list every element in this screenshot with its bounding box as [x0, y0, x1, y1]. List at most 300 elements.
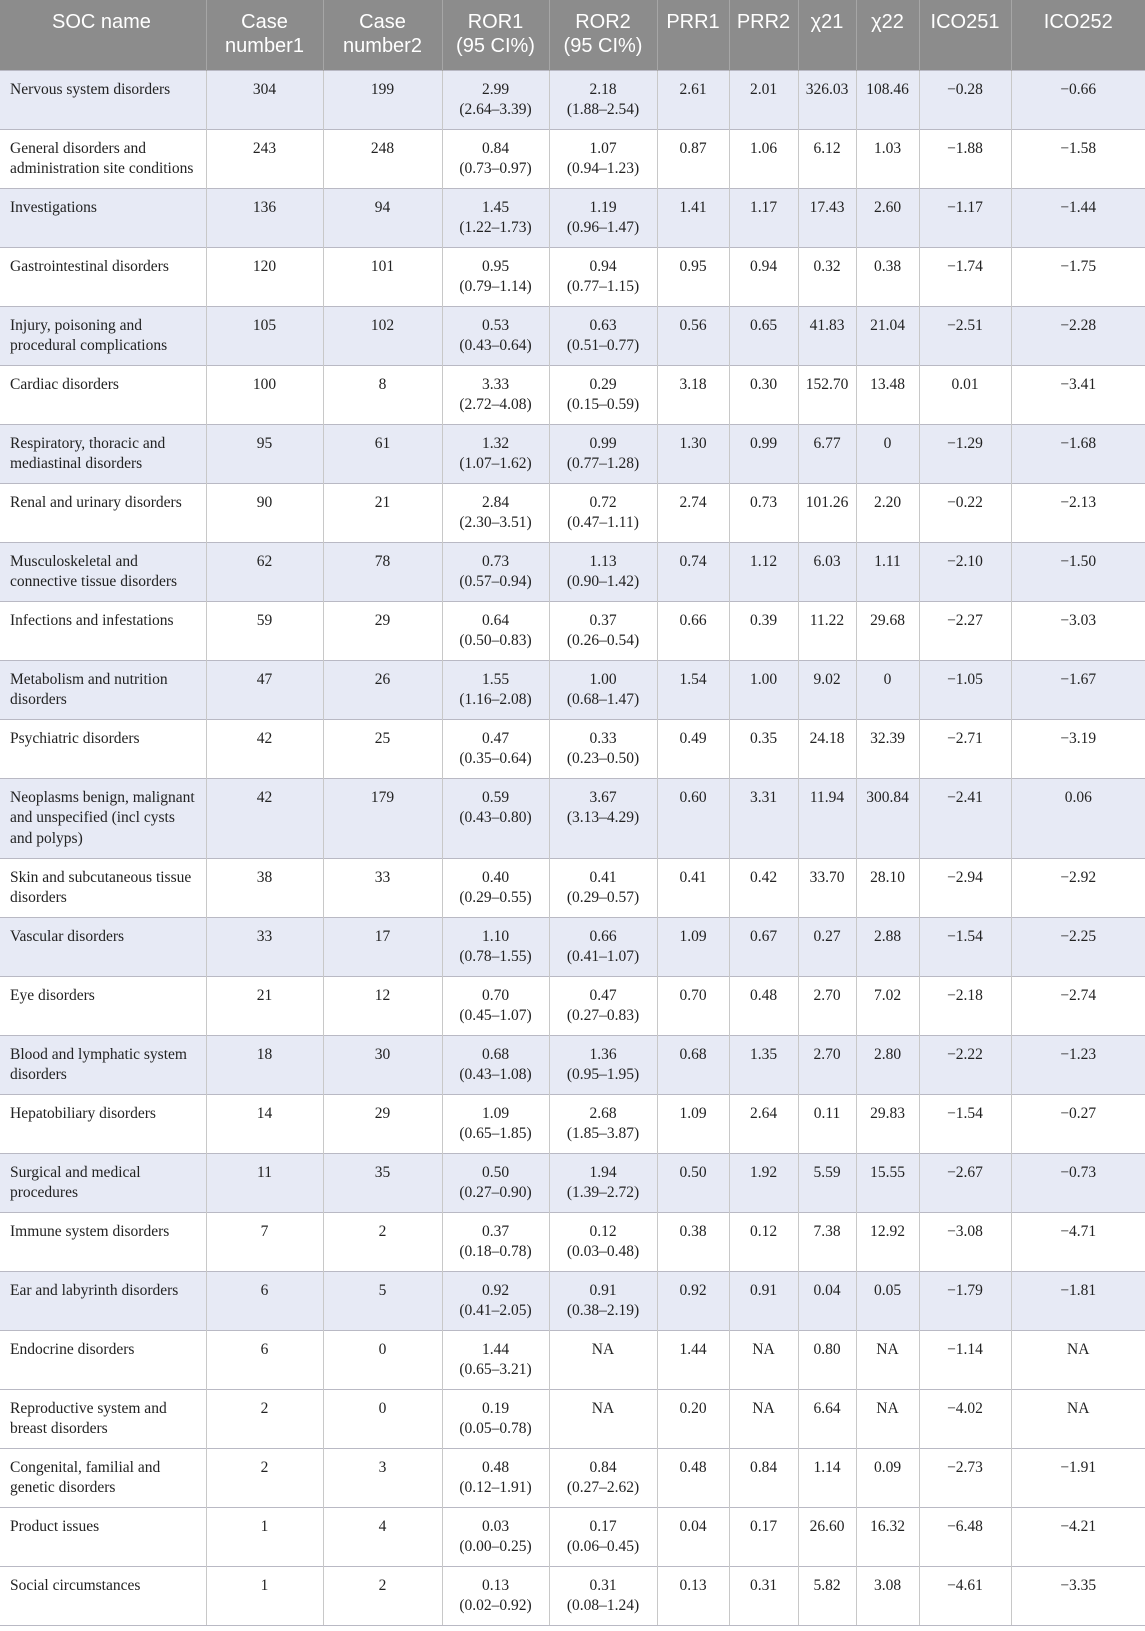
soc-name-cell	[0, 70, 206, 129]
case-number1-cell	[206, 365, 323, 424]
table-row	[0, 778, 1145, 858]
ico251-cell	[919, 247, 1011, 306]
ico252-value: −4.21	[1060, 1517, 1097, 1535]
ico251-value: −1.88	[947, 139, 983, 157]
chi22-value: 21.04	[870, 316, 905, 334]
case-number1-cell	[206, 1212, 323, 1271]
ror1-cell	[442, 1448, 549, 1507]
table-row	[0, 1035, 1145, 1094]
ico251-value: −1.14	[947, 1340, 983, 1358]
case-number1-cell	[206, 1271, 323, 1330]
ror2-confidence-interval: (0.06–0.45)	[566, 1538, 640, 1555]
chi21-cell	[798, 601, 856, 660]
chi22-cell	[856, 778, 919, 858]
chi21-cell	[798, 1448, 856, 1507]
ror1-cell	[442, 188, 549, 247]
ror2-value: 0.84	[589, 1458, 617, 1476]
prr1-cell	[657, 70, 729, 129]
prr2-value: NA	[752, 1340, 775, 1358]
ror2-confidence-interval: (0.51–0.77)	[566, 337, 640, 354]
case-number1-value: 6	[260, 1340, 269, 1358]
prr1-cell	[657, 1389, 729, 1448]
table-row	[0, 1153, 1145, 1212]
ico252-cell	[1011, 778, 1145, 858]
ico252-cell	[1011, 660, 1145, 719]
case-number2-cell	[323, 1212, 442, 1271]
prr1-value: 0.60	[679, 788, 707, 806]
case-number2-cell	[323, 719, 442, 778]
soc-name-value: Respiratory, thoracic and mediastinal disorders	[10, 434, 166, 472]
prr2-value: 0.31	[749, 1576, 778, 1594]
ror1-value: 0.64	[481, 611, 510, 629]
ror1-confidence-interval: (0.27–0.90)	[459, 1184, 532, 1201]
header-line: ROR2	[575, 11, 631, 33]
case-number1-value: 62	[256, 552, 273, 570]
prr1-cell	[657, 778, 729, 858]
ror1-value: 0.50	[481, 1163, 510, 1181]
ror1-confidence-interval: (0.57–0.94)	[459, 573, 532, 590]
ror1-cell	[442, 858, 549, 917]
ror1-value: 0.48	[481, 1458, 510, 1476]
ico251-value: −3.08	[947, 1222, 983, 1240]
ico251-cell	[919, 188, 1011, 247]
ico251-cell	[919, 70, 1011, 129]
chi22-value: 2.20	[873, 493, 902, 511]
soc-name-value: Immune system disorders	[10, 1222, 170, 1240]
ico252-value: −2.92	[1060, 868, 1097, 886]
chi22-cell	[856, 858, 919, 917]
case-number1-cell	[206, 70, 323, 129]
table-body	[0, 70, 1145, 1625]
ror2-value: 2.68	[589, 1104, 617, 1122]
case-number1-value: 120	[252, 257, 277, 275]
ico251-cell	[919, 1153, 1011, 1212]
ico252-value: NA	[1067, 1340, 1090, 1358]
ico251-cell	[919, 1507, 1011, 1566]
ror2-value: 0.94	[589, 257, 617, 275]
prr1-value: 0.41	[679, 868, 707, 886]
prr1-value: 1.54	[679, 670, 707, 688]
ror1-cell	[442, 483, 549, 542]
ror1-value: 1.45	[481, 198, 510, 216]
soc-name-cell	[0, 1153, 206, 1212]
ror2-value: 0.91	[589, 1281, 617, 1299]
ror1-confidence-interval: (0.50–0.83)	[459, 632, 532, 649]
prr2-cell	[729, 1153, 798, 1212]
header-chi21: χ21	[798, 0, 856, 70]
case-number2-cell	[323, 601, 442, 660]
ico251-cell	[919, 719, 1011, 778]
ico252-cell	[1011, 1389, 1145, 1448]
prr2-value: 1.92	[749, 1163, 778, 1181]
ico252-cell	[1011, 1271, 1145, 1330]
header-ror1	[442, 0, 549, 70]
chi22-cell	[856, 188, 919, 247]
chi21-value: 6.77	[813, 434, 841, 452]
ico252-value: −2.25	[1060, 927, 1097, 945]
prr1-cell	[657, 424, 729, 483]
ico252-value: NA	[1067, 1399, 1090, 1417]
chi22-cell	[856, 70, 919, 129]
ror1-confidence-interval: (0.43–0.80)	[459, 809, 532, 826]
prr1-cell	[657, 976, 729, 1035]
ror2-value: 1.13	[589, 552, 617, 570]
ico252-cell	[1011, 70, 1145, 129]
chi22-value: 0	[883, 670, 892, 688]
prr2-cell	[729, 976, 798, 1035]
ico251-value: −6.48	[947, 1517, 983, 1535]
case-number1-cell	[206, 601, 323, 660]
chi21-value: 0.80	[813, 1340, 841, 1358]
chi21-cell	[798, 424, 856, 483]
prr1-cell	[657, 1507, 729, 1566]
ror1-value: 0.13	[481, 1576, 510, 1594]
ror2-confidence-interval: (0.96–1.47)	[566, 219, 640, 236]
ror1-confidence-interval: (1.07–1.62)	[459, 455, 532, 472]
ico252-cell	[1011, 1035, 1145, 1094]
chi21-cell	[798, 1271, 856, 1330]
soc-name-cell	[0, 483, 206, 542]
case-number2-cell	[323, 660, 442, 719]
prr1-value: 0.68	[679, 1045, 707, 1063]
header-ico251: ICO251	[919, 0, 1011, 70]
prr2-cell	[729, 188, 798, 247]
ico252-cell	[1011, 1330, 1145, 1389]
header-line: number1	[225, 35, 304, 57]
ror2-value: 0.99	[589, 434, 617, 452]
chi22-cell	[856, 1035, 919, 1094]
chi21-cell	[798, 660, 856, 719]
soc-name-cell	[0, 858, 206, 917]
case-number1-cell	[206, 719, 323, 778]
ico252-cell	[1011, 1153, 1145, 1212]
ror2-confidence-interval: (0.27–2.62)	[566, 1479, 640, 1496]
case-number2-value: 25	[374, 729, 391, 747]
ror2-cell	[549, 1153, 657, 1212]
case-number2-value: 3	[378, 1458, 387, 1476]
soc-name-value: Injury, poisoning and procedural complications	[10, 316, 168, 354]
chi22-cell	[856, 1212, 919, 1271]
header-prr1: PRR1	[657, 0, 729, 70]
prr1-cell	[657, 129, 729, 188]
case-number1-value: 100	[252, 375, 277, 393]
ico252-cell	[1011, 976, 1145, 1035]
ico251-value: −1.54	[947, 1104, 983, 1122]
soc-name-cell	[0, 1566, 206, 1625]
chi21-value: 17.43	[809, 198, 845, 216]
ror1-cell	[442, 1389, 549, 1448]
ico252-value: −1.23	[1060, 1045, 1097, 1063]
chi21-value: 326.03	[805, 80, 849, 98]
soc-name-value: Vascular disorders	[10, 927, 125, 945]
ror1-value: 0.95	[481, 257, 510, 275]
ror1-confidence-interval: (1.22–1.73)	[459, 219, 532, 236]
ico252-value: −3.19	[1060, 729, 1097, 747]
case-number2-value: 26	[374, 670, 391, 688]
prr2-cell	[729, 129, 798, 188]
ico251-cell	[919, 917, 1011, 976]
prr2-cell	[729, 719, 798, 778]
chi22-value: 29.83	[870, 1104, 905, 1122]
prr1-cell	[657, 858, 729, 917]
ror1-confidence-interval: (0.05–0.78)	[459, 1420, 532, 1437]
prr1-value: 0.13	[679, 1576, 707, 1594]
ror2-cell	[549, 70, 657, 129]
ico252-cell	[1011, 365, 1145, 424]
ror1-cell	[442, 306, 549, 365]
ico251-cell	[919, 306, 1011, 365]
ico251-cell	[919, 1566, 1011, 1625]
chi21-value: 33.70	[809, 868, 845, 886]
case-number2-value: 102	[370, 316, 395, 334]
chi21-cell	[798, 1153, 856, 1212]
ico252-cell	[1011, 601, 1145, 660]
ror1-value: 0.59	[481, 788, 510, 806]
chi22-cell	[856, 1330, 919, 1389]
case-number2-cell	[323, 1094, 442, 1153]
table-row	[0, 1212, 1145, 1271]
ico251-cell	[919, 1271, 1011, 1330]
chi22-value: 16.32	[870, 1517, 905, 1535]
ror1-value: 0.70	[481, 986, 510, 1004]
ico252-value: −1.67	[1060, 670, 1097, 688]
chi21-cell	[798, 1389, 856, 1448]
ror1-confidence-interval: (0.73–0.97)	[459, 160, 532, 177]
case-number1-cell	[206, 1448, 323, 1507]
case-number1-cell	[206, 247, 323, 306]
ror2-cell	[549, 1271, 657, 1330]
case-number2-cell	[323, 306, 442, 365]
ror2-confidence-interval: (1.39–2.72)	[566, 1184, 640, 1201]
ico251-value: −2.67	[947, 1163, 983, 1181]
soc-name-value: Musculoskeletal and connective tissue disorders	[10, 552, 178, 590]
prr2-cell	[729, 660, 798, 719]
prr1-cell	[657, 1094, 729, 1153]
ror1-cell	[442, 1330, 549, 1389]
case-number1-cell	[206, 1566, 323, 1625]
case-number1-value: 33	[256, 927, 273, 945]
chi21-cell	[798, 858, 856, 917]
ico252-value: −1.91	[1060, 1458, 1097, 1476]
case-number1-value: 42	[256, 729, 273, 747]
chi21-cell	[798, 70, 856, 129]
prr1-value: 0.20	[679, 1399, 707, 1417]
chi22-value: 7.02	[873, 986, 902, 1004]
case-number1-value: 6	[260, 1281, 269, 1299]
table-row	[0, 601, 1145, 660]
case-number2-value: 17	[374, 927, 391, 945]
chi22-value: NA	[876, 1340, 899, 1358]
ror2-cell	[549, 917, 657, 976]
case-number1-cell	[206, 306, 323, 365]
ror1-value: 0.73	[481, 552, 510, 570]
table-row	[0, 542, 1145, 601]
prr2-value: 1.06	[749, 139, 778, 157]
case-number1-value: 2	[260, 1399, 269, 1417]
ror1-value: 1.44	[481, 1340, 510, 1358]
header-line: (95 CI%)	[456, 35, 535, 57]
chi22-cell	[856, 1507, 919, 1566]
ico252-cell	[1011, 483, 1145, 542]
ror2-value: 1.19	[589, 198, 617, 216]
header-ror2	[549, 0, 657, 70]
table-row	[0, 1271, 1145, 1330]
prr1-cell	[657, 365, 729, 424]
prr1-value: 0.04	[679, 1517, 707, 1535]
ico251-cell	[919, 976, 1011, 1035]
ror1-confidence-interval: (1.16–2.08)	[459, 691, 532, 708]
case-number1-value: 21	[256, 986, 273, 1004]
prr2-cell	[729, 858, 798, 917]
chi21-cell	[798, 1212, 856, 1271]
ror2-cell	[549, 1566, 657, 1625]
soc-name-cell	[0, 976, 206, 1035]
prr1-value: 0.87	[679, 139, 707, 157]
ico251-cell	[919, 542, 1011, 601]
chi22-value: 2.80	[873, 1045, 902, 1063]
prr2-cell	[729, 424, 798, 483]
ico252-value: −2.74	[1060, 986, 1097, 1004]
soc-name-value: Cardiac disorders	[10, 375, 119, 393]
ico251-value: −1.54	[947, 927, 983, 945]
prr1-value: 0.66	[679, 611, 707, 629]
ror2-confidence-interval: (0.77–1.15)	[566, 278, 640, 295]
ror1-cell	[442, 70, 549, 129]
ico251-cell	[919, 601, 1011, 660]
ror2-value: 0.37	[589, 611, 617, 629]
ror1-cell	[442, 1035, 549, 1094]
chi22-value: 3.08	[873, 1576, 902, 1594]
chi22-cell	[856, 660, 919, 719]
case-number2-value: 33	[374, 868, 391, 886]
prr1-value: 3.18	[679, 375, 707, 393]
soc-name-cell	[0, 1507, 206, 1566]
table-header	[0, 0, 1145, 70]
chi21-value: 24.18	[809, 729, 845, 747]
chi21-cell	[798, 778, 856, 858]
chi21-cell	[798, 188, 856, 247]
ror1-cell	[442, 719, 549, 778]
chi22-cell	[856, 1153, 919, 1212]
prr1-cell	[657, 247, 729, 306]
case-number2-value: 35	[374, 1163, 391, 1181]
ror2-confidence-interval: (0.38–2.19)	[566, 1302, 640, 1319]
ico252-cell	[1011, 1566, 1145, 1625]
chi22-value: 2.88	[873, 927, 902, 945]
ror1-value: 0.84	[481, 139, 510, 157]
case-number1-cell	[206, 1094, 323, 1153]
case-number2-cell	[323, 1448, 442, 1507]
ror2-cell	[549, 542, 657, 601]
case-number2-value: 29	[374, 611, 391, 629]
chi22-value: 0.38	[873, 257, 902, 275]
ico252-cell	[1011, 1448, 1145, 1507]
header-line: Case	[359, 11, 406, 33]
case-number2-value: 0	[378, 1399, 387, 1417]
header-ico252: ICO252	[1011, 0, 1145, 70]
prr2-cell	[729, 1507, 798, 1566]
ror2-cell	[549, 1094, 657, 1153]
prr1-cell	[657, 917, 729, 976]
case-number2-cell	[323, 483, 442, 542]
ror2-cell	[549, 1330, 657, 1389]
table-row	[0, 306, 1145, 365]
chi21-value: 6.03	[813, 552, 841, 570]
ico251-value: −1.17	[947, 198, 983, 216]
soc-name-value: Skin and subcutaneous tissue disorders	[10, 868, 192, 906]
case-number2-value: 29	[374, 1104, 391, 1122]
prr1-cell	[657, 188, 729, 247]
case-number2-cell	[323, 424, 442, 483]
ror1-cell	[442, 1566, 549, 1625]
soc-name-cell	[0, 247, 206, 306]
prr1-cell	[657, 1566, 729, 1625]
chi22-value: 300.84	[866, 788, 909, 806]
table-row	[0, 1566, 1145, 1625]
chi22-value: 28.10	[870, 868, 905, 886]
case-number2-cell	[323, 917, 442, 976]
case-number2-value: 8	[378, 375, 387, 393]
ico252-value: −1.58	[1060, 139, 1097, 157]
ror1-value: 1.10	[481, 927, 510, 945]
prr2-cell	[729, 1448, 798, 1507]
case-number1-cell	[206, 1035, 323, 1094]
soc-name-cell	[0, 719, 206, 778]
ror2-confidence-interval: (0.77–1.28)	[566, 455, 640, 472]
chi22-cell	[856, 1448, 919, 1507]
chi21-cell	[798, 1566, 856, 1625]
ror2-value: 1.07	[589, 139, 617, 157]
soc-name-value: Neoplasms benign, malignant and unspecified (incl cysts and polyps)	[10, 788, 195, 847]
ico252-value: −1.68	[1060, 434, 1097, 452]
prr2-cell	[729, 306, 798, 365]
prr2-value: 0.99	[749, 434, 778, 452]
soc-name-value: Blood and lymphatic system disorders	[10, 1045, 187, 1083]
ror1-cell	[442, 917, 549, 976]
ror2-value: 0.72	[589, 493, 617, 511]
prr1-cell	[657, 1035, 729, 1094]
case-number1-value: 2	[260, 1458, 269, 1476]
case-number2-cell	[323, 1566, 442, 1625]
case-number2-value: 248	[370, 139, 395, 157]
case-number1-value: 11	[257, 1163, 272, 1181]
chi22-value: 108.46	[866, 80, 909, 98]
prr2-value: 0.65	[749, 316, 778, 334]
ror2-cell	[549, 976, 657, 1035]
header-prr2: PRR2	[729, 0, 798, 70]
chi21-value: 2.70	[813, 986, 841, 1004]
prr2-value: 0.91	[749, 1281, 778, 1299]
case-number2-cell	[323, 1271, 442, 1330]
chi22-cell	[856, 306, 919, 365]
prr1-value: 1.44	[679, 1340, 707, 1358]
chi21-cell	[798, 483, 856, 542]
prr2-cell	[729, 1389, 798, 1448]
ror2-value: 3.67	[589, 788, 617, 806]
ico251-cell	[919, 1330, 1011, 1389]
chi21-cell	[798, 306, 856, 365]
ico252-cell	[1011, 129, 1145, 188]
ror1-cell	[442, 1271, 549, 1330]
prr1-cell	[657, 601, 729, 660]
case-number2-value: 78	[374, 552, 391, 570]
ror1-cell	[442, 1507, 549, 1566]
ror1-cell	[442, 424, 549, 483]
prr1-value: 1.09	[679, 1104, 707, 1122]
header-line: number2	[343, 35, 422, 57]
ror1-confidence-interval: (0.18–0.78)	[459, 1243, 532, 1260]
ror1-value: 0.37	[481, 1222, 510, 1240]
